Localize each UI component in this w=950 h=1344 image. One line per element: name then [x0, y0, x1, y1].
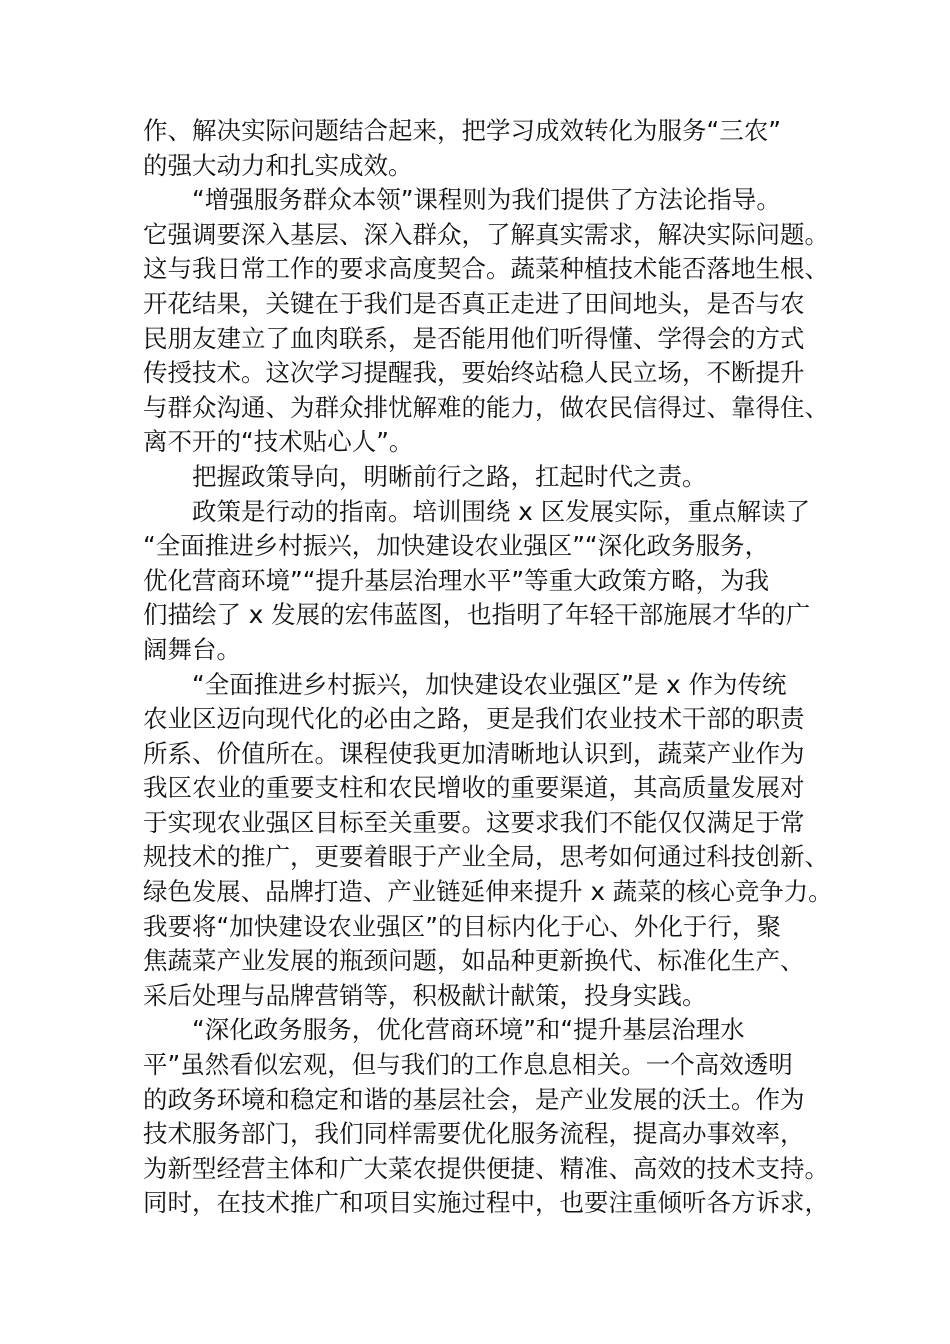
text-line: 它强调要深入基层、深入群众，了解真实需求，解决实际问题。 — [143, 219, 829, 249]
text-line: “深化政务服务，优化营商环境”和“提升基层治理水 — [192, 1015, 745, 1045]
text-line: 这与我日常工作的要求高度契合。蔬菜种植技术能否落地生根、 — [143, 254, 829, 284]
text-line: “增强服务群众本领”课程则为我们提供了方法论指导。 — [192, 185, 781, 215]
text-line: 规技术的推广，更要着眼于产业全局，思考如何通过科技创新、 — [143, 842, 829, 872]
text-line: 们描绘了 x 发展的宏伟蓝图，也指明了年轻干部施展才华的广 — [143, 600, 811, 630]
text-line: 绿色发展、品牌打造、产业链延伸来提升 x 蔬菜的核心竞争力。 — [143, 877, 833, 907]
text-line: 作、解决实际问题结合起来，把学习成效转化为服务“三农” — [143, 116, 781, 145]
text-line: 把握政策导向，明晰前行之路，扛起时代之责。 — [192, 461, 707, 491]
text-line: 焦蔬菜产业发展的瓶颈问题，如品种更新换代、标准化生产、 — [143, 946, 805, 976]
text-line: 同时，在技术推广和项目实施过程中，也要注重倾听各方诉求， — [143, 1188, 829, 1218]
text-line: 民朋友建立了血肉联系，是否能用他们听得懂、学得会的方式 — [143, 323, 805, 353]
text-line: 阔舞台。 — [143, 634, 241, 664]
text-line: 为新型经营主体和广大菜农提供便捷、精准、高效的技术支持。 — [143, 1153, 829, 1183]
text-line: 离不开的“技术贴心人”。 — [143, 427, 414, 457]
text-line: 平”虽然看似宏观，但与我们的工作息息相关。一个高效透明 — [143, 1050, 793, 1080]
text-line: “全面推进乡村振兴，加快建设农业强区”是 x 作为传统 — [192, 669, 787, 699]
text-line: 优化营商环境”“提升基层治理水平”等重大政策方略，为我 — [143, 565, 770, 595]
text-line: 我要将“加快建设农业强区”的目标内化于心、外化于行，聚 — [143, 911, 781, 941]
text-line: 的政务环境和稳定和谐的基层社会，是产业发展的沃土。作为 — [143, 1084, 805, 1114]
text-line: 开花结果，关键在于我们是否真正走进了田间地头，是否与农 — [143, 288, 805, 318]
text-line: 所系、价值所在。课程使我更加清晰地认识到，蔬菜产业作为 — [143, 738, 805, 768]
text-line: 采后处理与品牌营销等，积极献计献策，投身实践。 — [143, 980, 707, 1010]
text-line: “全面推进乡村振兴，加快建设农业强区”“深化政务服务， — [143, 531, 770, 561]
text-line: 与群众沟通、为群众排忧解难的能力，做农民信得过、靠得住、 — [143, 392, 829, 422]
text-line: 于实现农业强区目标至关重要。这要求我们不能仅仅满足于常 — [143, 807, 805, 837]
text-line: 技术服务部门，我们同样需要优化服务流程，提高办事效率， — [143, 1119, 805, 1149]
text-line: 的强大动力和扎实成效。 — [143, 150, 413, 180]
text-line: 政策是行动的指南。培训围绕 x 区发展实际，重点解读了 — [192, 496, 811, 526]
text-line: 农业区迈向现代化的必由之路，更是我们农业技术干部的职责 — [143, 704, 805, 734]
document-body — [143, 114, 833, 1221]
text-line: 传授技术。这次学习提醒我，要始终站稳人民立场，不断提升 — [143, 358, 805, 388]
text-line: 我区农业的重要支柱和农民增收的重要渠道，其高质量发展对 — [143, 773, 805, 803]
